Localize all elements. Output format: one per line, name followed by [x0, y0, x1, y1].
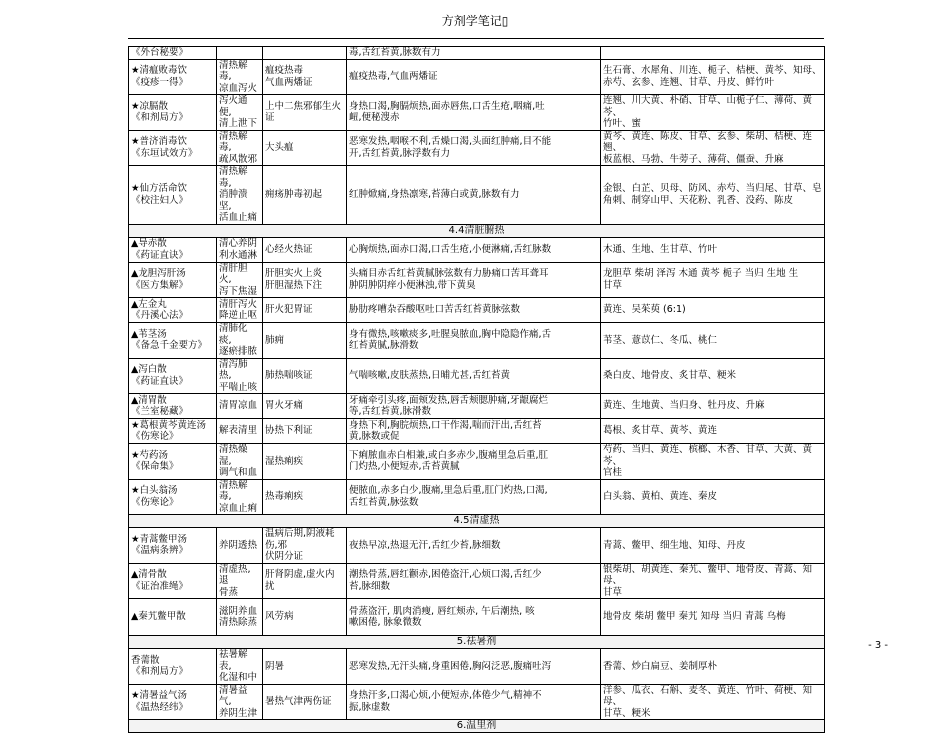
indication-cell: 肝火犯胃证: [263, 298, 347, 323]
table-row: [129, 649, 825, 685]
indication-cell: 胃火牙痛: [263, 394, 347, 419]
symptoms-cell: 夜热早凉,热退无汗,舌红少苔,脉细数: [347, 528, 601, 564]
symptoms-cell: 毒,舌红苔黄,脉数有力: [347, 47, 601, 60]
formula-name-cell: ★普济消毒饮 《东垣试效方》: [129, 130, 217, 166]
function-cell: 养阴透热: [217, 528, 263, 564]
function-cell: 清胃凉血: [217, 394, 263, 419]
table-row: [129, 262, 825, 298]
table-row: [129, 358, 825, 394]
indication-cell: 温病后期,阴液耗伤,邪 伏阴分证: [263, 528, 347, 564]
table-row: [129, 599, 825, 636]
ingredients-cell: 地骨皮 柴胡 鳖甲 秦艽 知母 当归 青蒿 乌梅: [601, 599, 825, 636]
ingredients-cell: 黄芩、黄连、陈皮、甘草、玄参、柴胡、桔梗、连翘、 板蓝根、马勃、牛蒡子、薄荷、僵蚕、升麻: [601, 130, 825, 166]
indication-cell: 瘟疫热毒 气血两燔证: [263, 59, 347, 95]
ingredients-cell: [601, 47, 825, 60]
formula-name-cell: ▲秦艽鳖甲散: [129, 599, 217, 636]
ingredients-cell: 生石膏、水犀角、川连、栀子、桔梗、黄芩、知母、 赤芍、玄参、连翘、甘草、丹皮、鲜竹叶: [601, 59, 825, 95]
symptoms-cell: 身热下利,胸脘烦热,口干作渴,喘而汗出,舌红苔 黄,脉数或促: [347, 419, 601, 444]
indication-cell: 肝肾阴虚,虚火内扰: [263, 563, 347, 599]
table-row: [129, 59, 825, 95]
formula-table: [128, 46, 825, 733]
formula-name-cell: ▲苇茎汤 《备急千金要方》: [129, 323, 217, 359]
table-row: [129, 684, 825, 720]
ingredients-cell: 桑白皮、地骨皮、炙甘草、粳米: [601, 358, 825, 394]
page-title: 方剂学笔记: [441, 14, 502, 28]
function-cell: 清肺化痰, 逐瘀排脓: [217, 323, 263, 359]
symptoms-cell: 身热口渴,胸膈烦热,面赤唇焦,口舌生疮,咽痛,吐 衄,便秘溲赤: [347, 95, 601, 131]
indication-cell: 肺热喘咳证: [263, 358, 347, 394]
indication-cell: [263, 47, 347, 60]
function-cell: 清热解毒, 疏风散邪: [217, 130, 263, 166]
indication-cell: 上中二焦邪郁生火证: [263, 95, 347, 131]
header-rule: [128, 38, 824, 39]
indication-cell: 热毒痢疾: [263, 479, 347, 515]
symptoms-cell: 瘟疫热毒,气血两燔证: [347, 59, 601, 95]
indication-cell: 肺痈: [263, 323, 347, 359]
formula-name-cell: ★仙方活命饮 《校注妇人》: [129, 166, 217, 225]
function-cell: 泻火通便, 清上泄下: [217, 95, 263, 131]
formula-name-cell: ★芍药汤 《保命集》: [129, 444, 217, 480]
table-row: [129, 563, 825, 599]
table-row: [129, 47, 825, 60]
formula-name-cell: ★葛根黄芩黄连汤 《伤寒论》: [129, 419, 217, 444]
symptoms-cell: 牙痛牵引头疼,面颊发热,唇舌颊腮肿痛,牙龈腐烂 等,舌红苔黄,脉滑数: [347, 394, 601, 419]
table-row: [129, 95, 825, 131]
symptoms-cell: 恶寒发热,无汗头痛,身重困倦,胸闷泛恶,腹痛吐泻: [347, 649, 601, 685]
ingredients-cell: 黄连、生地黄、当归身、牡丹皮、升麻: [601, 394, 825, 419]
page-number: - 3 -: [868, 640, 888, 651]
formula-name-cell: 香薷散 《和剂局方》: [129, 649, 217, 685]
indication-cell: 风劳病: [263, 599, 347, 636]
section-heading-row: [129, 515, 825, 528]
function-cell: [217, 47, 263, 60]
formula-name-cell: ★凉膈散 《和剂局方》: [129, 95, 217, 131]
section-heading: 4.4清脏腑热: [129, 224, 825, 237]
function-cell: 清热解毒, 凉血止痢: [217, 479, 263, 515]
function-cell: 清泻肺热, 平喘止咳: [217, 358, 263, 394]
formula-name-cell: ★青蒿鳖甲汤 《温病条辨》: [129, 528, 217, 564]
ingredients-cell: 洋参、瓜衣、石斛、麦冬、黄连、竹叶、荷梗、知母、 甘草、粳米: [601, 684, 825, 720]
table-row: [129, 323, 825, 359]
ingredients-cell: 连翘、川大黄、朴硝、甘草、山栀子仁、薄荷、黄芩、 竹叶、蜜: [601, 95, 825, 131]
symptoms-cell: 心胸烦热,面赤口渴,口舌生疮,小便淋痛,舌红脉数: [347, 237, 601, 262]
formula-name-cell: 《外台秘要》: [129, 47, 217, 60]
symptoms-cell: 恶寒发热,咽喉不利,舌燥口渴,头面红肿痛,目不能 开,舌红苔黄,脉浮数有力: [347, 130, 601, 166]
ingredients-cell: 青蒿、鳖甲、细生地、知母、丹皮: [601, 528, 825, 564]
ingredients-cell: 葛根、炙甘草、黄芩、黄连: [601, 419, 825, 444]
section-heading-row: [129, 224, 825, 237]
symptoms-cell: 胁肋疼嘈杂吞酸呕吐口苦舌红苔黄脉弦数: [347, 298, 601, 323]
formula-name-cell: ▲龙胆泻肝汤 《医方集解》: [129, 262, 217, 298]
indication-cell: 阴暑: [263, 649, 347, 685]
formula-name-cell: ▲导赤散 《药证直诀》: [129, 237, 217, 262]
ingredients-cell: 银柴胡、胡黄连、秦艽、鳖甲、地骨皮、青蒿、知母、 甘草: [601, 563, 825, 599]
function-cell: 清热燥湿, 调气和血: [217, 444, 263, 480]
indication-cell: 大头瘟: [263, 130, 347, 166]
ingredients-cell: 白头翁、黄柏、黄连、秦皮: [601, 479, 825, 515]
ingredients-cell: 金银、白芷、贝母、防风、赤芍、当归尾、甘草、皂 角刺、制穿山甲、天花粉、乳香、没药、陈皮: [601, 166, 825, 225]
table-row: [129, 298, 825, 323]
table-row: [129, 419, 825, 444]
formula-name-cell: ▲泻白散 《药证直诀》: [129, 358, 217, 394]
function-cell: 清虚热,退 骨蒸: [217, 563, 263, 599]
function-cell: 清肝胆火, 泻下焦湿: [217, 262, 263, 298]
section-heading: 5.祛暑剂: [129, 636, 825, 649]
section-heading: 6.温里剂: [129, 720, 825, 733]
formula-name-cell: ▲清胃散 《兰室秘藏》: [129, 394, 217, 419]
indication-cell: 肝胆实火上炎 肝胆湿热下注: [263, 262, 347, 298]
formula-name-cell: ★白头翁汤 《伤寒论》: [129, 479, 217, 515]
formula-name-cell: ▲左金丸 《丹溪心法》: [129, 298, 217, 323]
symptoms-cell: 便脓血,赤多白少,腹痛,里急后重,肛门灼热,口渴, 舌红苔黄,脉弦数: [347, 479, 601, 515]
ingredients-cell: 木通、生地、生甘草、竹叶: [601, 237, 825, 262]
function-cell: 解表清里: [217, 419, 263, 444]
indication-cell: 协热下利证: [263, 419, 347, 444]
table-row: [129, 394, 825, 419]
section-heading-row: [129, 720, 825, 733]
table-row: [129, 479, 825, 515]
section-heading-row: [129, 636, 825, 649]
function-cell: 清暑益气, 养阴生津: [217, 684, 263, 720]
function-cell: 祛暑解表, 化湿和中: [217, 649, 263, 685]
table-row: [129, 166, 825, 225]
table-row: [129, 528, 825, 564]
table-row: [129, 444, 825, 480]
function-cell: 清心养阴 利水通淋: [217, 237, 263, 262]
symptoms-cell: 红肿焮痛,身热凛寒,苔薄白或黄,脉数有力: [347, 166, 601, 225]
symptoms-cell: 身热汗多,口渴心烦,小便短赤,体倦少气,精神不 振,脉虚数: [347, 684, 601, 720]
symptoms-cell: 下痢脓血赤白相兼,或白多赤少,腹痛里急后重,肛 门灼热,小便短赤,舌苔黄腻: [347, 444, 601, 480]
indication-cell: 痈疡肿毒初起: [263, 166, 347, 225]
ingredients-cell: 香薷、炒白扁豆、姜制厚朴: [601, 649, 825, 685]
page-header: [0, 12, 950, 29]
symptoms-cell: 骨蒸盗汗, 肌肉消瘦, 唇红颊赤, 午后潮热, 咳 嗽困倦, 脉象微数: [347, 599, 601, 636]
formula-name-cell: ★清暑益气汤 《温热经纬》: [129, 684, 217, 720]
indication-cell: 湿热痢疾: [263, 444, 347, 480]
indication-cell: 暑热气津两伤证: [263, 684, 347, 720]
table-row: [129, 237, 825, 262]
formula-name-cell: ★清瘟败毒饮 《疫疹一得》: [129, 59, 217, 95]
ingredients-cell: 龙胆草 柴胡 泽泻 木通 黄芩 栀子 当归 生地 生 甘草: [601, 262, 825, 298]
ingredients-cell: 苇茎、薏苡仁、冬瓜、桃仁: [601, 323, 825, 359]
formula-name-cell: ▲清骨散 《证治准绳》: [129, 563, 217, 599]
symptoms-cell: 头痛目赤舌红苔黄腻脉弦数有力胁痛口苦耳聋耳 肿阴肿阴痒小便淋浊,带下黄臭: [347, 262, 601, 298]
indication-cell: 心经火热证: [263, 237, 347, 262]
function-cell: 清肝泻火 降逆止呕: [217, 298, 263, 323]
ingredients-cell: 黄连、吴茱萸 (6:1): [601, 298, 825, 323]
section-heading: 4.5清虚热: [129, 515, 825, 528]
symptoms-cell: 气喘咳嗽,皮肤蒸热,日晡尤甚,舌红苔黄: [347, 358, 601, 394]
symptoms-cell: 身有微热,咳嗽痰多,吐腥臭脓血,胸中隐隐作痛,舌 红苔黄腻,脉滑数: [347, 323, 601, 359]
function-cell: 滋阴养血 清热除蒸: [217, 599, 263, 636]
missing-glyph-icon: ▯: [501, 14, 509, 28]
symptoms-cell: 潮热骨蒸,唇红颧赤,困倦盗汗,心烦口渴,舌红少 苔,脉细数: [347, 563, 601, 599]
ingredients-cell: 芍药、当归、黄连、槟榔、木香、甘草、大黄、黄芩、 官桂: [601, 444, 825, 480]
function-cell: 清热解毒, 消肿溃坚, 活血止痛: [217, 166, 263, 225]
function-cell: 清热解毒, 凉血泻火: [217, 59, 263, 95]
table-row: [129, 130, 825, 166]
